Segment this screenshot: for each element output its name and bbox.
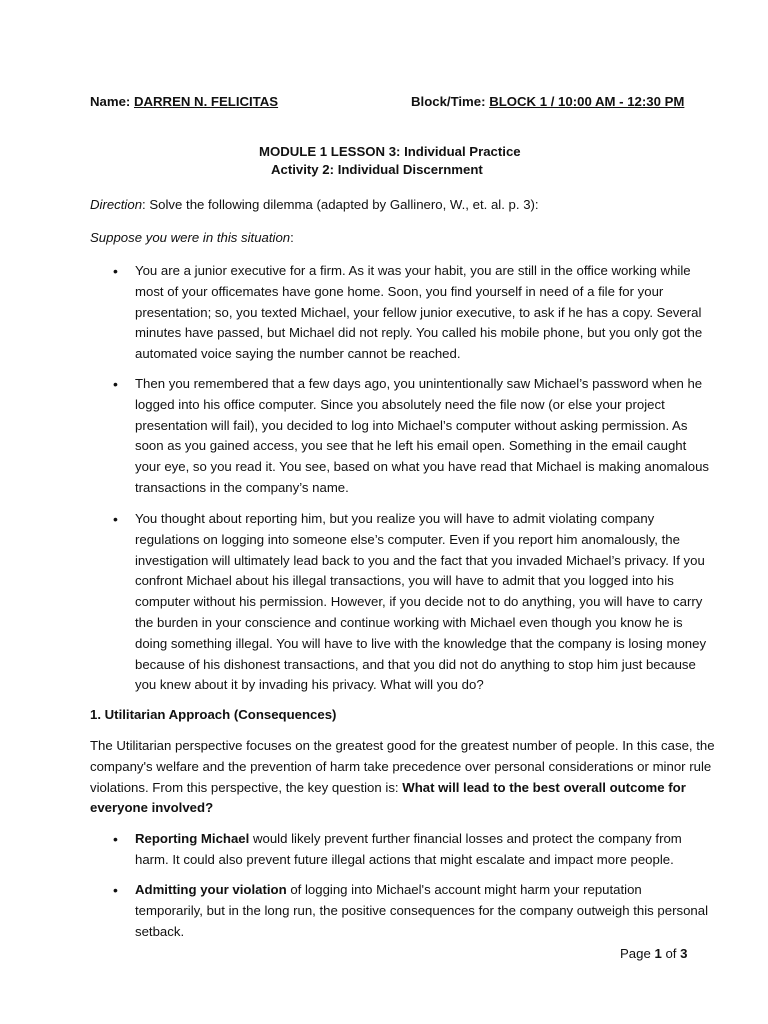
name-label: Name:	[90, 94, 131, 109]
bullet-marker: •	[113, 831, 118, 847]
block-value: BLOCK 1 / 10:00 AM - 12:30 PM	[489, 94, 685, 109]
point-lead: Admitting your violation	[135, 882, 287, 897]
paragraph-line: doing something illegal. You will have to live with the knowledge that the company is losing money	[135, 635, 707, 651]
scenario-paragraph-3	[135, 509, 707, 696]
paragraph-line: Admitting your violation of logging into Michael's account might harm your reputation	[135, 882, 642, 897]
paragraph-line: confront Michael about his illegal transactions, you will have to admit that you logged into his	[135, 573, 674, 589]
paragraph-line: transactions in the company’s name.	[135, 479, 349, 495]
paragraph-line: most of your officemates have gone home. Soon, you find yourself in need of a file for your	[135, 283, 664, 299]
paragraph-line: presentation will fail), you decided to log into Michael’s computer without asking permission. As	[135, 417, 688, 433]
utilitarian-point-1	[135, 829, 680, 871]
title-line-1: MODULE 1 LESSON 3: Individual Practice	[259, 144, 521, 159]
paragraph-line: The Utilitarian perspective focuses on the greatest good for the greatest number of people. In this case, the	[90, 738, 715, 753]
page-number: Page 1 of 3	[620, 946, 688, 961]
paragraph-line: You thought about reporting him, but you realize you will have to admit violating company	[135, 511, 655, 526]
block-label: Block/Time:	[411, 94, 486, 109]
scenario-paragraph-2	[135, 374, 710, 499]
total-pages: 3	[680, 946, 688, 961]
paragraph-line: the burden in your conscience and continue working with Michael even though you know he is	[135, 614, 683, 630]
bullet-marker: •	[113, 376, 118, 392]
name-value: DARREN N. FELICITAS	[133, 94, 279, 109]
suppose-text: Suppose you were in this situation	[90, 230, 291, 245]
section-heading: 1. Utilitarian Approach (Consequences)	[90, 707, 337, 722]
paragraph-line: because of his dishonest transactions, and that you did not do anything to stop him just because	[135, 656, 696, 672]
title-line-2: Activity 2: Individual Discernment	[271, 162, 483, 177]
paragraph-line: logged into his office computer. Since you absolutely need the file now (or else your project	[135, 396, 665, 412]
paragraph-line: you knew about it by invading his privacy. What will you do?	[135, 677, 484, 693]
paragraph-line: minutes have passed, but Michael did not reply. You called his mobile phone, but you only got the	[135, 325, 703, 341]
key-question: What will lead to the best overall outcome for	[402, 779, 686, 795]
scenario-paragraph-1	[135, 261, 703, 365]
paragraph-line: violations. From this perspective, the key question is: What will lead to the best overall outcome for	[90, 779, 686, 795]
name-line	[90, 92, 278, 113]
bullet-marker: •	[113, 263, 118, 279]
paragraph-line: You are a junior executive for a firm. As it was your habit, you are still in the office working while	[135, 263, 691, 278]
bullet-marker: •	[113, 511, 118, 527]
paragraph-line: your eye, so you read it. You see, based on what you have read that Michael is making anomalous	[135, 459, 710, 475]
direction-text: : Solve the following dilemma (adapted by Gallinero, W., et. al. p. 3):	[142, 197, 539, 212]
paragraph-line: regulations on logging into someone else’s computer. Even if you report him anomalously, the	[135, 531, 680, 547]
paragraph-line: investigation will ultimately lead back to you and the fact that you invaded Michael’s privacy. If you	[135, 552, 705, 568]
current-page: 1	[654, 946, 662, 961]
utilitarian-point-2	[135, 880, 709, 942]
block-line	[411, 92, 684, 113]
key-question-end: everyone involved?	[90, 800, 214, 816]
paragraph-line: soon as you gained access, you see that he left his email open. Something in the email caught	[135, 438, 687, 454]
section-paragraph	[90, 736, 715, 819]
paragraph-line: presentation; so, you texted Michael, your fellow junior executive, to ask if he has a copy. Several	[135, 304, 702, 320]
bullet-marker: •	[113, 882, 118, 898]
paragraph-line: harm. It could also prevent future illegal actions that might escalate and impact more people.	[135, 851, 674, 867]
paragraph-line: temporarily, but in the long run, the positive consequences for the company outweigh this personal	[135, 902, 709, 918]
direction-label: Direction	[90, 197, 143, 212]
paragraph-line: Reporting Michael would likely prevent further financial losses and protect the company from	[135, 831, 682, 846]
direction-line	[90, 195, 539, 216]
paragraph-line: setback.	[135, 923, 185, 939]
suppose-line: Suppose you were in this situation:	[90, 230, 294, 245]
paragraph-line: company's welfare and the prevention of harm take precedence over personal considerations or minor rule	[90, 758, 712, 774]
paragraph-line: Then you remembered that a few days ago, you unintentionally saw Michael’s password when he	[135, 376, 703, 391]
point-lead: Reporting Michael	[135, 831, 250, 846]
paragraph-line: computer without his permission. However, if you decide not to do anything, you will have to carry	[135, 594, 703, 610]
paragraph-line: automated voice saying the number cannot be reached.	[135, 346, 461, 362]
